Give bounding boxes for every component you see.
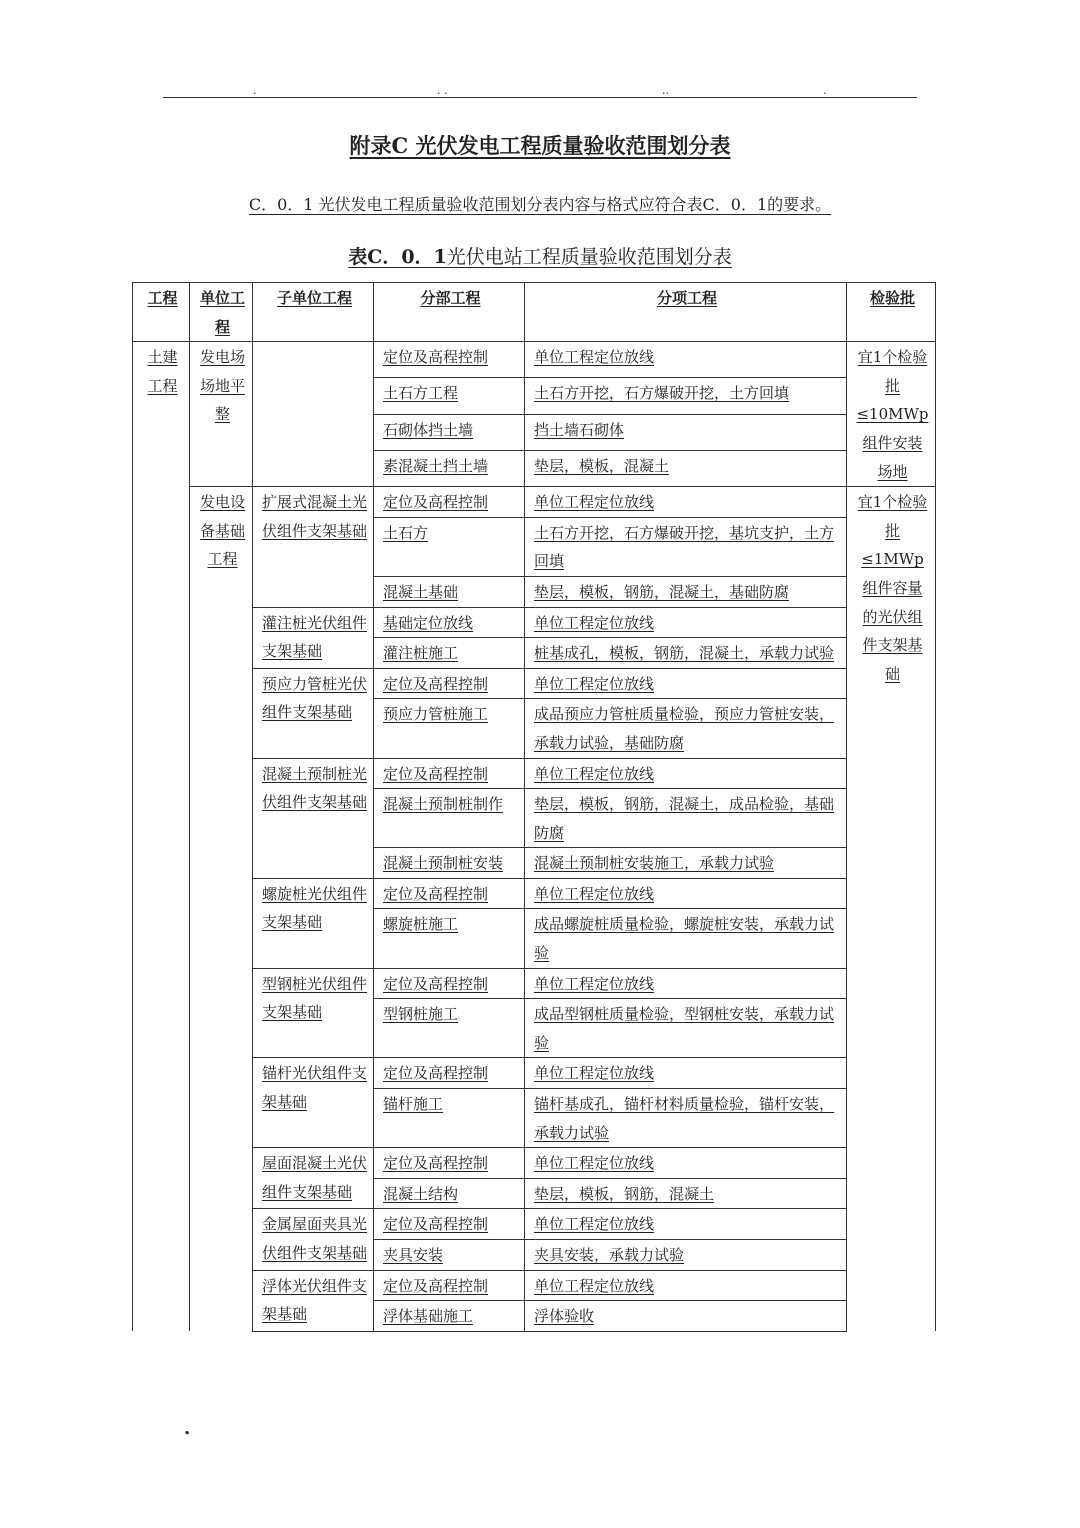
subitem-cell: 单位工程定位放线 — [525, 1209, 847, 1240]
table-row — [133, 1209, 936, 1240]
subitem-cell: 单位工程定位放线 — [525, 1148, 847, 1179]
subunit-cell: 浮体光伏组件支架基础 — [253, 1270, 374, 1331]
division-cell: 定位及高程控制 — [374, 1148, 525, 1179]
subunit-cell: 螺旋桩光伏组件支架基础 — [253, 878, 374, 968]
subitem-cell: 浮体验收 — [525, 1301, 847, 1332]
column-header: 分项工程 — [525, 283, 847, 342]
subitem-cell: 土石方开挖，石方爆破开挖，基坑支护，土方回填 — [525, 517, 847, 576]
inspection-lot-cell: 宜1个检验批≤10MWp组件安装场地 — [847, 342, 936, 487]
subitem-cell: 挡土墙石砌体 — [525, 414, 847, 450]
subitem-cell: 垫层，模板，钢筋，混凝土 — [525, 1178, 847, 1209]
table-header-row — [133, 283, 936, 342]
subitem-cell: 锚杆基成孔，锚杆材料质量检验，锚杆安装，承载力试验 — [525, 1089, 847, 1148]
subitem-cell: 成品型钢桩质量检验，型钢桩安装，承载力试验 — [525, 999, 847, 1058]
column-header: 单位工程 — [190, 283, 253, 342]
subitem-cell: 成品螺旋桩质量检验，螺旋桩安装，承载力试验 — [525, 909, 847, 968]
table-row — [133, 878, 936, 909]
table-row — [133, 1270, 936, 1301]
table-row — [133, 758, 936, 789]
unit-project-cell: 发电设备基础工程 — [190, 487, 253, 1332]
subunit-cell: 灌注桩光伏组件支架基础 — [253, 607, 374, 668]
section-paragraph: C．0．1 光伏发电工程质量验收范围划分表内容与格式应符合表C．0．1的要求。 — [248, 195, 832, 214]
division-cell: 土石方工程 — [374, 378, 525, 414]
subitem-cell: 单位工程定位放线 — [525, 968, 847, 999]
division-cell: 锚杆施工 — [374, 1089, 525, 1148]
table-row — [133, 342, 936, 378]
table-row — [133, 968, 936, 999]
header-dot: .. — [662, 84, 669, 97]
division-cell: 定位及高程控制 — [374, 878, 525, 909]
subitem-cell: 单位工程定位放线 — [525, 607, 847, 638]
division-cell: 夹具安装 — [374, 1240, 525, 1271]
subunit-cell: 金属屋面夹具光伏组件支架基础 — [253, 1209, 374, 1270]
division-cell: 浮体基础施工 — [374, 1301, 525, 1332]
division-cell: 定位及高程控制 — [374, 968, 525, 999]
subitem-cell: 单位工程定位放线 — [525, 668, 847, 699]
division-cell: 混凝土结构 — [374, 1178, 525, 1209]
subitem-cell: 垫层，模板，混凝土 — [525, 450, 847, 486]
division-cell: 基础定位放线 — [374, 607, 525, 638]
subunit-cell: 型钢桩光伏组件支架基础 — [253, 968, 374, 1058]
footer-dot: . — [184, 1418, 191, 1439]
subitem-cell: 夹具安装，承载力试验 — [525, 1240, 847, 1271]
table-caption: 表C．0．1光伏电站工程质量验收范围划分表 — [348, 246, 732, 268]
division-cell: 混凝土预制桩安装 — [374, 848, 525, 879]
table-row — [133, 607, 936, 638]
column-header: 工程 — [133, 283, 190, 342]
subitem-cell: 成品预应力管桩质量检验，预应力管桩安装，承载力试验，基础防腐 — [525, 699, 847, 758]
subunit-cell: 预应力管桩光伏组件支架基础 — [253, 668, 374, 758]
column-header: 子单位工程 — [253, 283, 374, 342]
division-cell: 定位及高程控制 — [374, 487, 525, 518]
division-cell: 定位及高程控制 — [374, 342, 525, 378]
header-dot: . — [253, 84, 257, 97]
division-cell: 型钢桩施工 — [374, 999, 525, 1058]
header-rule — [163, 97, 917, 98]
division-cell: 预应力管桩施工 — [374, 699, 525, 758]
division-cell: 石砌体挡土墙 — [374, 414, 525, 450]
subunit-cell: 混凝土预制桩光伏组件支架基础 — [253, 758, 374, 878]
subitem-cell: 单位工程定位放线 — [525, 758, 847, 789]
division-cell: 混凝土预制桩制作 — [374, 789, 525, 848]
project-cell: 土建工程 — [133, 342, 190, 1332]
table-row — [133, 487, 936, 518]
subitem-cell: 垫层，模板，钢筋，混凝土，成品检验，基础防腐 — [525, 789, 847, 848]
column-header: 分部工程 — [374, 283, 525, 342]
subitem-cell: 单位工程定位放线 — [525, 1058, 847, 1089]
subitem-cell: 土石方开挖，石方爆破开挖，土方回填 — [525, 378, 847, 414]
division-cell: 定位及高程控制 — [374, 668, 525, 699]
subunit-cell: 屋面混凝土光伏组件支架基础 — [253, 1148, 374, 1209]
subunit-cell — [253, 342, 374, 487]
inspection-lot-cell: 宜1个检验批≤1MWp组件容量的光伏组件支架基础 — [847, 487, 936, 1332]
column-header: 检验批 — [847, 283, 936, 342]
acceptance-division-table — [132, 282, 936, 1332]
division-cell: 素混凝土挡土墙 — [374, 450, 525, 486]
appendix-title: 附录C 光伏发电工程质量验收范围划分表 — [349, 133, 731, 158]
division-cell: 定位及高程控制 — [374, 1270, 525, 1301]
table-row — [133, 1058, 936, 1089]
subunit-cell: 扩展式混凝土光伏组件支架基础 — [253, 487, 374, 607]
table-row — [133, 668, 936, 699]
subitem-cell: 垫层，模板，钢筋，混凝土，基础防腐 — [525, 576, 847, 607]
division-cell: 定位及高程控制 — [374, 1058, 525, 1089]
unit-project-cell: 发电场场地平整 — [190, 342, 253, 487]
subunit-cell: 锚杆光伏组件支架基础 — [253, 1058, 374, 1148]
division-cell: 混凝土基础 — [374, 576, 525, 607]
subitem-cell: 单位工程定位放线 — [525, 487, 847, 518]
header-dot: . — [823, 84, 827, 97]
subitem-cell: 桩基成孔，模板，钢筋，混凝土，承载力试验 — [525, 638, 847, 669]
division-cell: 土石方 — [374, 517, 525, 576]
table-row — [133, 1148, 936, 1179]
division-cell: 螺旋桩施工 — [374, 909, 525, 968]
subitem-cell: 单位工程定位放线 — [525, 1270, 847, 1301]
subitem-cell: 混凝土预制桩安装施工，承载力试验 — [525, 848, 847, 879]
subitem-cell: 单位工程定位放线 — [525, 342, 847, 378]
division-cell: 定位及高程控制 — [374, 1209, 525, 1240]
division-cell: 灌注桩施工 — [374, 638, 525, 669]
division-cell: 定位及高程控制 — [374, 758, 525, 789]
subitem-cell: 单位工程定位放线 — [525, 878, 847, 909]
header-dot: . . — [437, 84, 448, 97]
